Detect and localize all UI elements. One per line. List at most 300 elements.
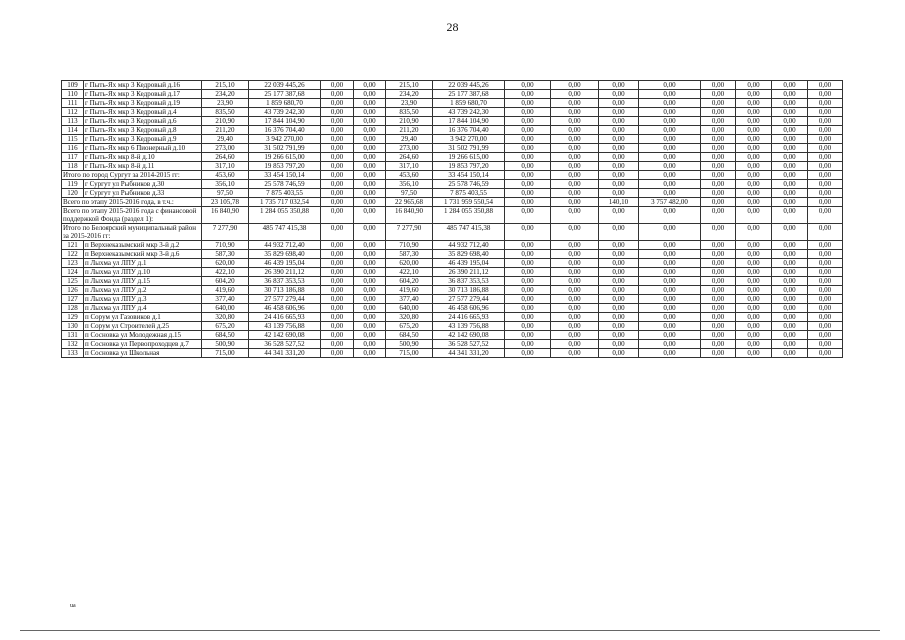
value-cell: 377,40 xyxy=(202,295,249,304)
value-cell: 0,00 xyxy=(354,349,386,358)
table-row xyxy=(62,331,843,340)
value-cell: 0,00 xyxy=(505,224,551,241)
row-number-cell: 122 xyxy=(62,250,84,259)
value-cell: 0,00 xyxy=(551,322,599,331)
value-cell: 377,40 xyxy=(386,295,433,304)
value-cell: 7 277,90 xyxy=(386,224,433,241)
value-cell: 0,00 xyxy=(736,224,772,241)
value-cell: 0,00 xyxy=(639,349,701,358)
value-cell: 0,00 xyxy=(505,180,551,189)
value-cell: 0,00 xyxy=(551,153,599,162)
value-cell: 0,00 xyxy=(599,304,639,313)
value-cell: 0,00 xyxy=(354,259,386,268)
value-cell: 211,20 xyxy=(202,126,249,135)
value-cell: 264,60 xyxy=(202,153,249,162)
table-row xyxy=(62,153,843,162)
value-cell: 0,00 xyxy=(599,189,639,198)
value-cell: 0,00 xyxy=(551,198,599,207)
value-cell: 0,00 xyxy=(808,295,843,304)
program-table xyxy=(61,80,841,358)
value-cell: 31 502 791,99 xyxy=(433,144,505,153)
value-cell: 0,00 xyxy=(505,322,551,331)
table-row xyxy=(62,224,843,241)
address-cell: Итого по Белоярский муниципальный район за 2015-2016 гг: xyxy=(62,224,202,241)
value-cell: 0,00 xyxy=(354,277,386,286)
value-cell: 0,00 xyxy=(354,268,386,277)
value-cell: 0,00 xyxy=(808,99,843,108)
value-cell: 0,00 xyxy=(701,198,736,207)
value-cell: 0,00 xyxy=(772,224,808,241)
value-cell: 684,50 xyxy=(202,331,249,340)
value-cell: 36 528 527,52 xyxy=(433,340,505,349)
value-cell: 0,00 xyxy=(321,304,354,313)
value-cell: 0,00 xyxy=(736,241,772,250)
value-cell: 210,90 xyxy=(202,117,249,126)
value-cell: 0,00 xyxy=(505,259,551,268)
value-cell: 0,00 xyxy=(551,126,599,135)
value-cell: 500,90 xyxy=(202,340,249,349)
value-cell: 0,00 xyxy=(354,99,386,108)
value-cell: 0,00 xyxy=(701,331,736,340)
value-cell: 33 454 150,14 xyxy=(433,171,505,180)
value-cell: 24 416 665,93 xyxy=(249,313,321,322)
value-cell: 0,00 xyxy=(599,286,639,295)
value-cell: 0,00 xyxy=(354,331,386,340)
value-cell: 604,20 xyxy=(386,277,433,286)
value-cell: 0,00 xyxy=(639,286,701,295)
value-cell: 0,00 xyxy=(701,180,736,189)
value-cell: 0,00 xyxy=(321,171,354,180)
value-cell: 0,00 xyxy=(599,224,639,241)
value-cell: 0,00 xyxy=(701,313,736,322)
row-number-cell: 125 xyxy=(62,277,84,286)
value-cell: 0,00 xyxy=(321,277,354,286)
table-row xyxy=(62,81,843,90)
value-cell: 0,00 xyxy=(639,99,701,108)
value-cell: 0,00 xyxy=(321,162,354,171)
value-cell: 0,00 xyxy=(701,259,736,268)
value-cell: 419,60 xyxy=(386,286,433,295)
value-cell: 0,00 xyxy=(808,207,843,224)
table-row xyxy=(62,126,843,135)
value-cell: 0,00 xyxy=(772,171,808,180)
value-cell: 0,00 xyxy=(321,198,354,207)
value-cell: 0,00 xyxy=(808,304,843,313)
value-cell: 0,00 xyxy=(736,250,772,259)
value-cell: 0,00 xyxy=(505,81,551,90)
value-cell: 0,00 xyxy=(354,340,386,349)
value-cell: 0,00 xyxy=(772,331,808,340)
value-cell: 0,00 xyxy=(321,313,354,322)
value-cell: 0,00 xyxy=(772,144,808,153)
value-cell: 0,00 xyxy=(599,241,639,250)
value-cell: 0,00 xyxy=(354,162,386,171)
row-number-cell: 126 xyxy=(62,286,84,295)
value-cell: 0,00 xyxy=(701,349,736,358)
value-cell: 0,00 xyxy=(736,331,772,340)
row-number-cell: 112 xyxy=(62,108,84,117)
value-cell: 0,00 xyxy=(639,180,701,189)
value-cell: 0,00 xyxy=(551,259,599,268)
row-number-cell: 117 xyxy=(62,153,84,162)
value-cell: 7 875 403,55 xyxy=(249,189,321,198)
value-cell: 16 840,90 xyxy=(386,207,433,224)
value-cell: 1 859 680,70 xyxy=(249,99,321,108)
value-cell: 0,00 xyxy=(599,180,639,189)
address-cell: г Пыть-Ях мкр 3 Кедровый д.6 xyxy=(84,117,202,126)
value-cell: 0,00 xyxy=(599,162,639,171)
value-cell: 640,00 xyxy=(202,304,249,313)
value-cell: 0,00 xyxy=(599,268,639,277)
value-cell: 0,00 xyxy=(736,90,772,99)
value-cell: 0,00 xyxy=(639,295,701,304)
value-cell: 0,00 xyxy=(551,313,599,322)
value-cell: 0,00 xyxy=(599,313,639,322)
value-cell: 0,00 xyxy=(808,126,843,135)
value-cell: 0,00 xyxy=(551,277,599,286)
value-cell: 0,00 xyxy=(505,90,551,99)
value-cell: 0,00 xyxy=(321,144,354,153)
value-cell: 0,00 xyxy=(354,295,386,304)
value-cell: 0,00 xyxy=(701,322,736,331)
value-cell: 23,90 xyxy=(202,99,249,108)
value-cell: 0,00 xyxy=(808,135,843,144)
value-cell: 0,00 xyxy=(505,286,551,295)
table-row xyxy=(62,207,843,224)
address-cell: г Пыть-Ях мкр 3 Кедровый д.16 xyxy=(84,81,202,90)
value-cell: 27 577 279,44 xyxy=(433,295,505,304)
value-cell: 0,00 xyxy=(505,126,551,135)
value-cell: 587,30 xyxy=(386,250,433,259)
value-cell: 0,00 xyxy=(701,340,736,349)
value-cell: 0,00 xyxy=(354,117,386,126)
value-cell: 19 266 615,00 xyxy=(249,153,321,162)
value-cell: 23,90 xyxy=(386,99,433,108)
value-cell: 0,00 xyxy=(808,144,843,153)
value-cell: 1 284 055 350,88 xyxy=(433,207,505,224)
value-cell: 317,10 xyxy=(386,162,433,171)
value-cell: 0,00 xyxy=(701,99,736,108)
value-cell: 0,00 xyxy=(701,189,736,198)
value-cell: 0,00 xyxy=(599,331,639,340)
value-cell: 25 177 387,68 xyxy=(433,90,505,99)
value-cell: 0,00 xyxy=(639,117,701,126)
value-cell: 0,00 xyxy=(505,162,551,171)
value-cell: 0,00 xyxy=(772,268,808,277)
value-cell: 0,00 xyxy=(551,180,599,189)
value-cell: 0,00 xyxy=(808,117,843,126)
value-cell: 27 577 279,44 xyxy=(249,295,321,304)
value-cell: 0,00 xyxy=(808,224,843,241)
table-row xyxy=(62,268,843,277)
address-cell: г Сургут ул Рыбников д.30 xyxy=(84,180,202,189)
value-cell: 0,00 xyxy=(599,259,639,268)
value-cell: 0,00 xyxy=(321,322,354,331)
value-cell: 0,00 xyxy=(639,224,701,241)
value-cell: 36 837 353,53 xyxy=(433,277,505,286)
value-cell: 30 713 186,88 xyxy=(433,286,505,295)
row-number-cell: 113 xyxy=(62,117,84,126)
value-cell: 22 039 445,26 xyxy=(249,81,321,90)
value-cell: 0,00 xyxy=(701,286,736,295)
value-cell: 0,00 xyxy=(321,250,354,259)
value-cell: 46 458 606,96 xyxy=(249,304,321,313)
value-cell: 0,00 xyxy=(736,304,772,313)
value-cell: 0,00 xyxy=(772,81,808,90)
row-number-cell: 109 xyxy=(62,81,84,90)
row-number-cell: 118 xyxy=(62,162,84,171)
address-cell: г Пыть-Ях мкр 3 Кедровый д.8 xyxy=(84,126,202,135)
value-cell: 0,00 xyxy=(354,81,386,90)
value-cell: 0,00 xyxy=(701,153,736,162)
value-cell: 485 747 415,38 xyxy=(433,224,505,241)
table-row xyxy=(62,189,843,198)
value-cell: 0,00 xyxy=(551,99,599,108)
value-cell: 0,00 xyxy=(551,162,599,171)
value-cell: 0,00 xyxy=(772,250,808,259)
address-cell: п Сосновка ул Школьная xyxy=(84,349,202,358)
row-number-cell: 111 xyxy=(62,99,84,108)
value-cell: 0,00 xyxy=(599,99,639,108)
value-cell: 620,00 xyxy=(386,259,433,268)
value-cell: 0,00 xyxy=(354,322,386,331)
address-cell: п Сорум ул Газовиков д.1 xyxy=(84,313,202,322)
value-cell: 0,00 xyxy=(505,268,551,277)
value-cell: 0,00 xyxy=(808,322,843,331)
value-cell: 23 105,78 xyxy=(202,198,249,207)
value-cell: 0,00 xyxy=(736,340,772,349)
value-cell: 0,00 xyxy=(736,322,772,331)
value-cell: 0,00 xyxy=(505,295,551,304)
row-number-cell: 114 xyxy=(62,126,84,135)
value-cell: 0,00 xyxy=(808,340,843,349)
value-cell: 0,00 xyxy=(772,241,808,250)
value-cell: 0,00 xyxy=(551,81,599,90)
value-cell: 715,00 xyxy=(202,349,249,358)
value-cell: 0,00 xyxy=(551,250,599,259)
value-cell: 0,00 xyxy=(772,180,808,189)
value-cell: 0,00 xyxy=(736,171,772,180)
value-cell: 0,00 xyxy=(639,259,701,268)
value-cell: 17 844 104,90 xyxy=(249,117,321,126)
table-row xyxy=(62,162,843,171)
value-cell: 46 439 195,04 xyxy=(433,259,505,268)
value-cell: 42 142 690,08 xyxy=(249,331,321,340)
value-cell: 0,00 xyxy=(505,277,551,286)
value-cell: 0,00 xyxy=(321,90,354,99)
table-row xyxy=(62,277,843,286)
value-cell: 0,00 xyxy=(736,108,772,117)
value-cell: 835,50 xyxy=(386,108,433,117)
value-cell: 0,00 xyxy=(321,207,354,224)
value-cell: 320,80 xyxy=(202,313,249,322)
value-cell: 19 853 797,20 xyxy=(249,162,321,171)
value-cell: 44 932 712,40 xyxy=(433,241,505,250)
value-cell: 0,00 xyxy=(321,241,354,250)
value-cell: 0,00 xyxy=(354,144,386,153)
row-number-cell: 133 xyxy=(62,349,84,358)
value-cell: 0,00 xyxy=(354,171,386,180)
address-cell: Всего по этапу 2015-2016 года с финансовой поддержкой Фонда (раздел 1): xyxy=(62,207,202,224)
value-cell: 0,00 xyxy=(701,304,736,313)
value-cell: 0,00 xyxy=(772,135,808,144)
row-number-cell: 116 xyxy=(62,144,84,153)
value-cell: 0,00 xyxy=(701,224,736,241)
value-cell: 0,00 xyxy=(772,153,808,162)
value-cell: 0,00 xyxy=(505,207,551,224)
value-cell: 0,00 xyxy=(639,90,701,99)
value-cell: 0,00 xyxy=(599,277,639,286)
value-cell: 0,00 xyxy=(639,171,701,180)
value-cell: 0,00 xyxy=(736,81,772,90)
value-cell: 0,00 xyxy=(736,153,772,162)
value-cell: 0,00 xyxy=(772,313,808,322)
table-row xyxy=(62,259,843,268)
value-cell: 0,00 xyxy=(505,241,551,250)
value-cell: 0,00 xyxy=(321,295,354,304)
value-cell: 211,20 xyxy=(386,126,433,135)
value-cell: 0,00 xyxy=(701,295,736,304)
value-cell: 0,00 xyxy=(321,340,354,349)
value-cell: 422,10 xyxy=(202,268,249,277)
value-cell: 140,10 xyxy=(599,198,639,207)
value-cell: 0,00 xyxy=(599,117,639,126)
value-cell: 1 735 717 032,54 xyxy=(249,198,321,207)
value-cell: 0,00 xyxy=(321,268,354,277)
value-cell: 16 840,90 xyxy=(202,207,249,224)
table-row xyxy=(62,313,843,322)
row-number-cell: 131 xyxy=(62,331,84,340)
value-cell: 710,90 xyxy=(386,241,433,250)
value-cell: 0,00 xyxy=(639,250,701,259)
value-cell: 0,00 xyxy=(354,313,386,322)
address-cell: п Лыхма ул ЛПУ д.15 xyxy=(84,277,202,286)
value-cell: 0,00 xyxy=(321,153,354,162)
value-cell: 0,00 xyxy=(808,286,843,295)
value-cell: 0,00 xyxy=(639,108,701,117)
row-number-cell: 119 xyxy=(62,180,84,189)
value-cell: 0,00 xyxy=(701,277,736,286)
page-number: 28 xyxy=(446,20,459,34)
value-cell: 30 713 186,88 xyxy=(249,286,321,295)
value-cell: 0,00 xyxy=(808,171,843,180)
value-cell: 0,00 xyxy=(701,108,736,117)
value-cell: 0,00 xyxy=(736,117,772,126)
value-cell: 1 731 959 550,54 xyxy=(433,198,505,207)
value-cell: 0,00 xyxy=(505,331,551,340)
value-cell: 0,00 xyxy=(321,99,354,108)
value-cell: 0,00 xyxy=(772,304,808,313)
address-cell: п Лыхма ул ЛПУ д.3 xyxy=(84,295,202,304)
row-number-cell: 128 xyxy=(62,304,84,313)
table-row xyxy=(62,250,843,259)
value-cell: 0,00 xyxy=(505,99,551,108)
value-cell: 0,00 xyxy=(772,322,808,331)
value-cell: 0,00 xyxy=(772,286,808,295)
value-cell: 0,00 xyxy=(505,117,551,126)
row-number-cell: 129 xyxy=(62,313,84,322)
value-cell: 0,00 xyxy=(505,313,551,322)
value-cell: 25 177 387,68 xyxy=(249,90,321,99)
table-body xyxy=(62,81,843,358)
row-number-cell: 120 xyxy=(62,189,84,198)
value-cell: 0,00 xyxy=(599,340,639,349)
value-cell: 16 376 704,40 xyxy=(249,126,321,135)
value-cell: 31 502 791,99 xyxy=(249,144,321,153)
value-cell: 0,00 xyxy=(736,198,772,207)
value-cell: 46 458 606,96 xyxy=(433,304,505,313)
value-cell: 0,00 xyxy=(354,207,386,224)
value-cell: 22 039 445,26 xyxy=(433,81,505,90)
table-row xyxy=(62,99,843,108)
value-cell: 0,00 xyxy=(736,349,772,358)
value-cell: 0,00 xyxy=(321,331,354,340)
value-cell: 0,00 xyxy=(808,90,843,99)
row-number-cell: 123 xyxy=(62,259,84,268)
row-number-cell: 130 xyxy=(62,322,84,331)
value-cell: 0,00 xyxy=(354,189,386,198)
value-cell: 0,00 xyxy=(599,144,639,153)
value-cell: 0,00 xyxy=(639,331,701,340)
address-cell: г Пыть-Ях мкр 8-й д.11 xyxy=(84,162,202,171)
row-number-cell: 127 xyxy=(62,295,84,304)
value-cell: 0,00 xyxy=(736,189,772,198)
value-cell: 0,00 xyxy=(505,340,551,349)
value-cell: 0,00 xyxy=(639,144,701,153)
table-row xyxy=(62,304,843,313)
value-cell: 7 875 403,55 xyxy=(433,189,505,198)
value-cell: 0,00 xyxy=(354,286,386,295)
value-cell: 25 578 746,59 xyxy=(249,180,321,189)
value-cell: 0,00 xyxy=(599,250,639,259)
value-cell: 0,00 xyxy=(321,224,354,241)
value-cell: 43 739 242,30 xyxy=(249,108,321,117)
value-cell: 7 277,90 xyxy=(202,224,249,241)
table-row xyxy=(62,171,843,180)
value-cell: 0,00 xyxy=(639,207,701,224)
address-cell: г Пыть-Ях мкр 3 Кедровый д.9 xyxy=(84,135,202,144)
value-cell: 0,00 xyxy=(505,135,551,144)
value-cell: 0,00 xyxy=(354,304,386,313)
value-cell: 0,00 xyxy=(808,162,843,171)
value-cell: 43 139 756,88 xyxy=(433,322,505,331)
value-cell: 0,00 xyxy=(772,108,808,117)
table-row xyxy=(62,198,843,207)
value-cell: 0,00 xyxy=(551,207,599,224)
value-cell: 0,00 xyxy=(808,313,843,322)
value-cell: 0,00 xyxy=(772,90,808,99)
value-cell: 0,00 xyxy=(599,108,639,117)
value-cell: 0,00 xyxy=(505,250,551,259)
value-cell: 44 932 712,40 xyxy=(249,241,321,250)
value-cell: 0,00 xyxy=(701,241,736,250)
value-cell: 0,00 xyxy=(701,207,736,224)
value-cell: 0,00 xyxy=(808,250,843,259)
value-cell: 0,00 xyxy=(639,81,701,90)
value-cell: 3 757 482,00 xyxy=(639,198,701,207)
value-cell: 0,00 xyxy=(808,198,843,207)
value-cell: 0,00 xyxy=(639,189,701,198)
address-cell: Итого по город Сургут за 2014-2015 гг: xyxy=(62,171,202,180)
value-cell: 0,00 xyxy=(772,198,808,207)
value-cell: 0,00 xyxy=(808,153,843,162)
value-cell: 0,00 xyxy=(772,277,808,286)
value-cell: 22 965,68 xyxy=(386,198,433,207)
value-cell: 0,00 xyxy=(354,126,386,135)
value-cell: 587,30 xyxy=(202,250,249,259)
value-cell: 16 376 704,40 xyxy=(433,126,505,135)
value-cell: 0,00 xyxy=(505,171,551,180)
